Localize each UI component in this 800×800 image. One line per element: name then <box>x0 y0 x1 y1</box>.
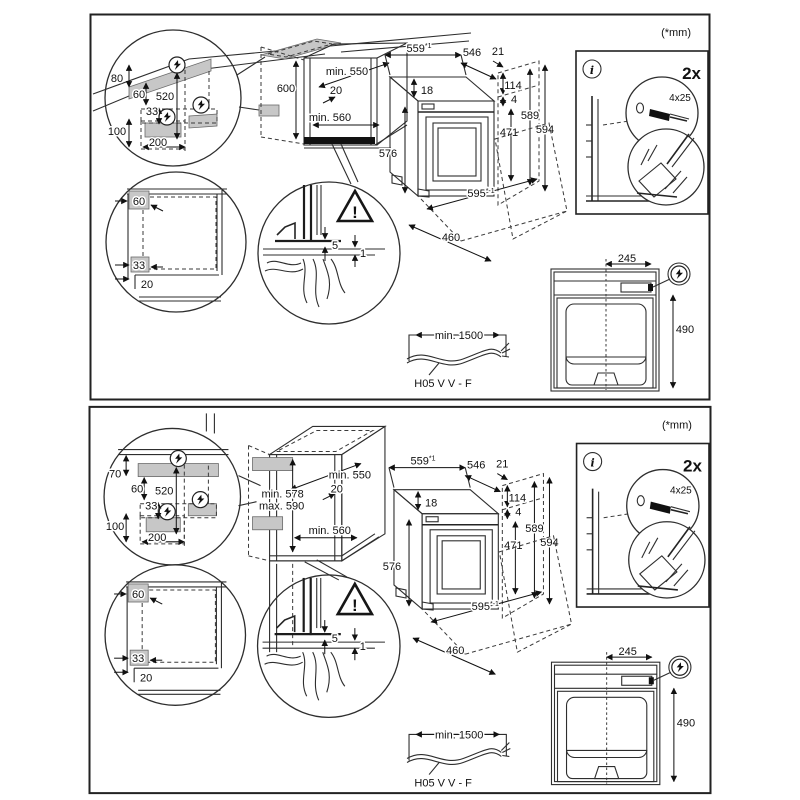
clr-dim-5: 5 <box>331 240 339 252</box>
dim-200: 200 <box>148 531 167 544</box>
dim-460: 460 <box>441 232 461 244</box>
dim-245: 245 <box>617 253 637 265</box>
dim-576: 576 <box>378 148 398 160</box>
dim-589: 589 <box>520 110 540 122</box>
corner-dim-33: 33 <box>132 653 145 666</box>
dim-114: 114 <box>508 492 527 505</box>
corner-dim-20: 20 <box>140 279 154 291</box>
dim-max590: max. 590 <box>258 500 305 513</box>
dim-min560: min. 560 <box>308 524 351 537</box>
dim-33: 33 <box>145 106 159 118</box>
screw-size: 4x25 <box>669 93 691 104</box>
dim-min550: min. 550 <box>325 66 369 78</box>
dim-559: 559$^{*1}$ <box>410 455 436 468</box>
units-label: (*mm) <box>661 419 692 432</box>
corner-dim-60: 60 <box>132 588 145 601</box>
clr-dim-1: 1 <box>359 248 367 260</box>
cable-length: min. 1500 <box>434 330 484 342</box>
cable-type: H05 V V - F <box>414 777 472 790</box>
dim-21: 21 <box>496 458 509 471</box>
kit-qty: 2x <box>682 64 701 83</box>
units-label: (*mm) <box>661 27 691 39</box>
dim-520: 520 <box>155 91 175 103</box>
dim-576: 576 <box>382 560 402 573</box>
dim-4: 4 <box>510 94 518 106</box>
dim-18: 18 <box>420 85 434 97</box>
dim-460: 460 <box>445 645 465 658</box>
dim-471: 471 <box>499 127 519 139</box>
dim-595: $595^{*-1}$ <box>467 188 495 200</box>
warning-exclamation: ! <box>352 596 358 616</box>
corner-detail-circle <box>106 172 246 312</box>
dim-595: $595^{*-1}$ <box>471 601 499 614</box>
power-connection-icon <box>672 659 688 675</box>
dim-min560: min. 560 <box>308 112 352 124</box>
dim-245: 245 <box>618 646 637 659</box>
dim-60: 60 <box>132 89 146 101</box>
dim-594: 594 <box>535 124 555 136</box>
dim-4: 4 <box>515 506 522 519</box>
dim-490: 490 <box>676 717 696 730</box>
info-icon: i <box>589 64 595 77</box>
clearance-detail-circle <box>258 182 400 324</box>
dim-80: 80 <box>110 73 124 85</box>
dim-21: 21 <box>491 46 505 58</box>
dim-min550: min. 550 <box>328 469 371 482</box>
side-wall-connection-zone <box>259 105 279 116</box>
dim-18: 18 <box>424 497 438 510</box>
dim-520: 520 <box>155 485 174 498</box>
power-connection-icon <box>169 57 185 73</box>
dim-594: 594 <box>540 536 559 549</box>
screw-kit-box <box>577 443 709 607</box>
power-connection-icon <box>159 109 175 125</box>
info-icon: i <box>590 456 595 470</box>
dim-600: 600 <box>276 83 296 95</box>
screw-size: 4x25 <box>670 485 692 497</box>
power-connection-icon <box>159 504 175 520</box>
vent-strip <box>304 137 375 144</box>
corner-dim-60: 60 <box>132 196 146 208</box>
dim-200: 200 <box>148 137 168 149</box>
dim-100: 100 <box>107 126 127 138</box>
power-connection-icon <box>170 451 186 467</box>
clearance-detail-circle <box>258 575 400 717</box>
kit-qty: 2x <box>682 456 702 476</box>
dim-490: 490 <box>675 324 695 336</box>
top-panel-undercounter <box>88 13 712 401</box>
power-connection-icon <box>193 97 209 113</box>
power-connection-icon <box>671 266 687 282</box>
cable-length: min. 1500 <box>434 729 484 742</box>
corner-detail-circle <box>105 565 245 705</box>
clr-dim-1: 1 <box>359 641 366 654</box>
dim-559: 559$^{*1}$ <box>406 43 432 55</box>
dim-546: 546 <box>462 47 482 59</box>
dim-471: 471 <box>504 539 523 552</box>
dim-20: 20 <box>329 85 343 97</box>
dim-min578: min. 578 <box>261 488 304 501</box>
warning-exclamation: ! <box>352 203 358 222</box>
dim-100: 100 <box>105 520 125 533</box>
dim-20: 20 <box>330 483 343 496</box>
power-connection-icon <box>192 492 208 508</box>
dim-70: 70 <box>108 468 122 481</box>
bottom-panel-column <box>88 405 712 795</box>
dim-60: 60 <box>131 483 144 496</box>
dim-546: 546 <box>467 459 486 472</box>
dim-33: 33 <box>145 500 158 513</box>
dim-589: 589 <box>525 522 544 535</box>
dim-114: 114 <box>504 80 522 92</box>
screw-kit-box <box>576 51 708 214</box>
clr-dim-5: 5 <box>331 633 338 646</box>
cable-type: H05 V V - F <box>414 378 472 390</box>
corner-dim-33: 33 <box>132 260 146 272</box>
corner-dim-20: 20 <box>140 672 153 685</box>
